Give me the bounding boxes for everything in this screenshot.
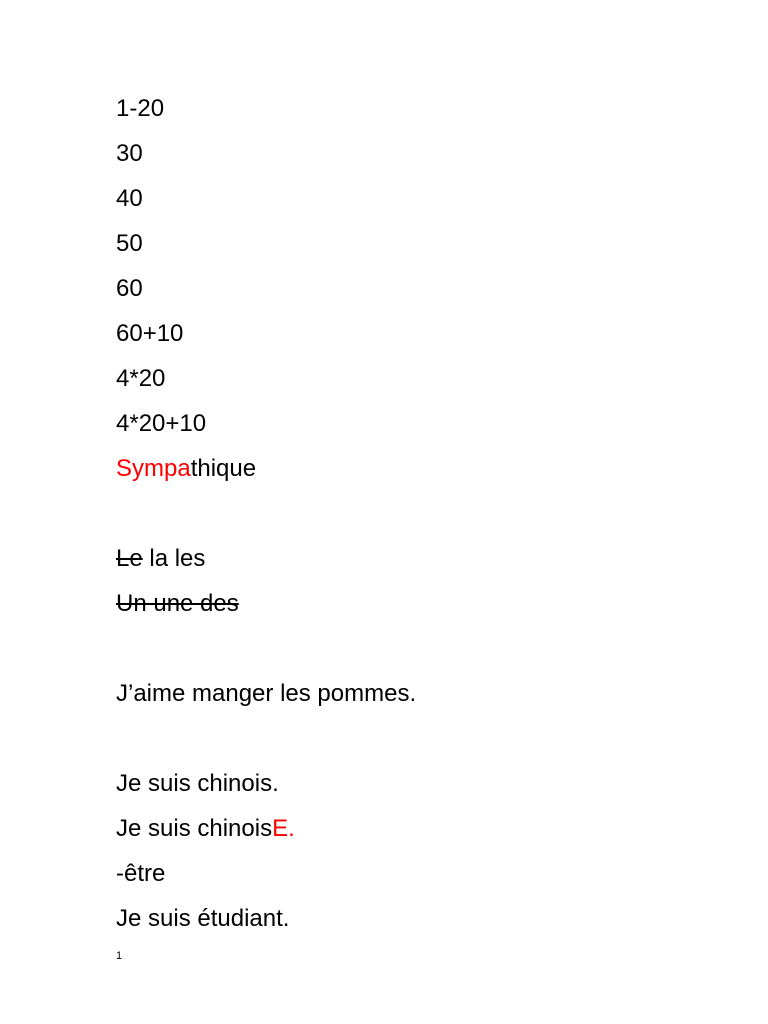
sympathique-rest: thique (190, 455, 257, 482)
page-number: 1 (116, 950, 123, 962)
blank-line (116, 491, 736, 536)
text-line-indefinite-articles (116, 581, 736, 626)
text-line-jaime-manger: J’aime manger les pommes. (116, 680, 417, 707)
text-line-je-suis-chinois: Je suis chinois. (116, 770, 279, 797)
text-line-40: 40 (116, 185, 143, 212)
text-line-je-suis-chinoise (116, 806, 736, 851)
text-line-4-times-20: 4*20 (116, 365, 166, 392)
text-line-je-suis-etudiant: Je suis étudiant. (116, 905, 290, 932)
text-line-4-times-20-plus-10: 4*20+10 (116, 410, 207, 437)
document-body (116, 86, 736, 941)
text-line-50: 50 (116, 230, 143, 257)
articles-la-les: la les (142, 545, 206, 572)
blank-line (116, 716, 736, 761)
blank-line (116, 626, 736, 671)
text-line-1-20: 1-20 (116, 95, 165, 122)
text-line-etre: -être (116, 860, 166, 887)
chinoise-base: Je suis chinois (116, 815, 273, 842)
text-line-definite-articles (116, 536, 736, 581)
text-line-60-plus-10: 60+10 (116, 320, 184, 347)
chinoise-red-suffix: E. (272, 815, 295, 842)
text-line-60: 60 (116, 275, 143, 302)
sympathique-red-part: Sympa (116, 455, 191, 482)
struck-articles-un-une-des: Un une des (116, 590, 239, 617)
struck-article-le: Le (116, 545, 143, 572)
text-line-sympathique (116, 446, 736, 491)
text-line-30: 30 (116, 140, 143, 167)
